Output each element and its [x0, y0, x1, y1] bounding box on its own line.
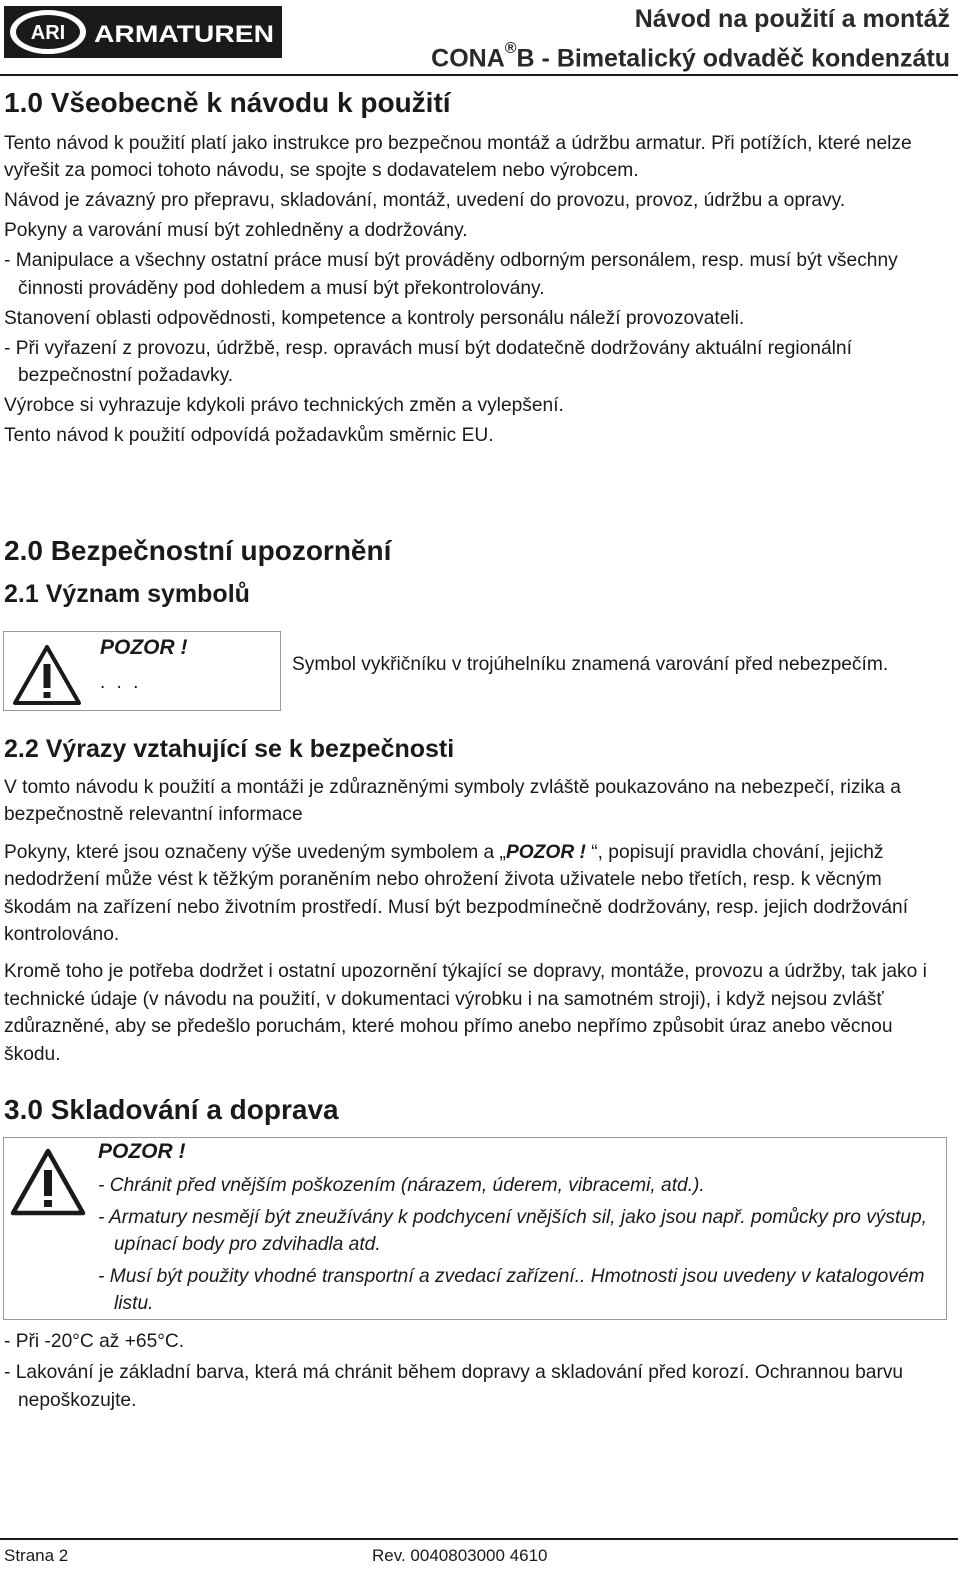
symbol-ellipsis: . . .	[100, 672, 142, 693]
warning-item: - Chránit před vnějším poškozením (nárazem, úderem, vibracemi, atd.).	[98, 1175, 705, 1196]
symbol-pozor-label: POZOR !	[100, 636, 188, 659]
footer-divider	[0, 1538, 958, 1540]
header-divider	[0, 74, 958, 76]
s2-paragraph-3: Kromě toho je potřeba dodržet i ostatní upozornění týkající se dopravy, montáže, provozu a údržby, tak jako i technické údaje (v návodu na použití, v dokumentaci výrobku i na samotném stroji), i když nejsou zvlášť zdůrazněné, aby se předešlo poruchám, které mohou přímo anebo nepřímo způsobit úraz anebo věcnou škodu.	[4, 961, 927, 1065]
title-line-1: Návod na použití a montáž	[634, 5, 950, 33]
warning-item: - Armatury nesmějí být zneužívány k podchycení vnějších sil, jako jsou např. pomůcky pro výstup, upínací body pro zdvihadla atd.	[98, 1206, 927, 1255]
s1-paragraph-6: - Při vyřazení z provozu, údržbě, resp. opravách musí být dodatečně dodržovány aktuální regionální bezpečnostní požadavky.	[4, 337, 852, 387]
title-product-desc: B - Bimetalický odvaděč kondenzátu	[516, 44, 950, 73]
warning-triangle-icon	[10, 1148, 86, 1216]
warning-triangle-icon	[12, 644, 82, 706]
document-title	[431, 2, 950, 75]
section-3-notes	[4, 1328, 954, 1414]
logo-ari-text: ARI	[30, 22, 66, 44]
s1-paragraph-1: Tento návod k použití platí jako instrukce pro bezpečnou montáž a údržbu armatur. Při potížích, které nelze vyřešit za pomoci tohoto návodu, se spojte s dodavatelem nebo výrobcem.	[4, 133, 912, 182]
registered-mark: ®	[504, 40, 517, 57]
s1-paragraph-3: Pokyny a varování musí být zohledněny a dodržovány.	[4, 220, 468, 242]
s2-paragraph-2	[4, 839, 954, 949]
s3-note-2: - Lakování je základní barva, která má chránit během dopravy a skladování před korozí. Ochrannou barvu nepoškozujte.	[4, 1362, 904, 1411]
s3-note-1: - Při -20°C až +65°C.	[4, 1331, 185, 1352]
warning-title: POZOR !	[98, 1140, 186, 1163]
page-number: Strana 2	[4, 1546, 69, 1565]
s2-p2-pozor: POZOR !	[505, 841, 586, 863]
logo-brand-text: ARMATUREN	[94, 21, 274, 48]
s2-paragraph-1: V tomto návodu k použití a montáži je zdůrazněnými symboly zvláště poukazováno na nebezpečí, rizika a bezpečnostně relevantní informace	[4, 777, 901, 826]
s2-p2-before: Pokyny, které jsou označeny výše uvedeným symbolem a „	[4, 841, 506, 863]
s1-paragraph-5: Stanovení oblasti odpovědnosti, kompetence a kontroly personálu náleží provozovateli.	[4, 307, 745, 329]
s1-paragraph-7: Výrobce si vyhrazuje kdykoli právo technických změn a vylepšení.	[4, 395, 564, 417]
s1-paragraph-2: Návod je závazný pro přepravu, skladování, montáž, uvedení do provozu, provoz, údržbu a opravy.	[4, 190, 846, 212]
section-2-2-body	[4, 774, 954, 1068]
ari-armaturen-logo-icon	[4, 6, 282, 58]
revision-number: Rev. 0040803000 4610	[372, 1546, 548, 1565]
section-3-heading: 3.0 Skladování a doprava	[4, 1094, 339, 1125]
section-2-1-heading: 2.1 Význam symbolů	[4, 580, 250, 608]
symbol-description: Symbol vykřičníku v trojúhelníku znamená varování před nebezpečím.	[292, 654, 889, 675]
title-product: CONA	[431, 44, 505, 73]
s2-p2-after: “, popisují pravidla chování, jejichž nedodržení může vést k těžkým poraněním nebo ohrožení života uživatele nebo třetích, resp. k věcným škodám na zařízení nebo životním prostředí. Musí být bezpodmínečně dodržovány, resp. jejich dodržování kontrolováno.	[4, 841, 909, 946]
title-line-2	[431, 36, 950, 75]
section-2-heading: 2.0 Bezpečnostní upozornění	[4, 535, 392, 566]
s1-paragraph-8: Tento návod k použití odpovídá požadavkům směrnic EU.	[4, 425, 494, 447]
page-header	[0, 0, 960, 78]
section-2-2-heading: 2.2 Výrazy vztahující se k bezpečnosti	[4, 735, 455, 763]
warning-item: - Musí být použity vhodné transportní a zvedací zařízení.. Hmotnosti jsou uvedeny v katalogovém listu.	[98, 1265, 925, 1314]
symbol-example-box	[3, 631, 281, 711]
section-1-heading: 1.0 Všeobecně k návodu k použití	[4, 87, 451, 118]
section-1-body	[4, 130, 954, 452]
storage-warning-box	[3, 1137, 947, 1320]
warning-list	[98, 1172, 938, 1322]
s1-paragraph-4: - Manipulace a všechny ostatní práce musí být prováděny odborným personálem, resp. musí být všechny činnosti prováděny pod dohledem a musí být překontrolovány.	[4, 250, 898, 299]
